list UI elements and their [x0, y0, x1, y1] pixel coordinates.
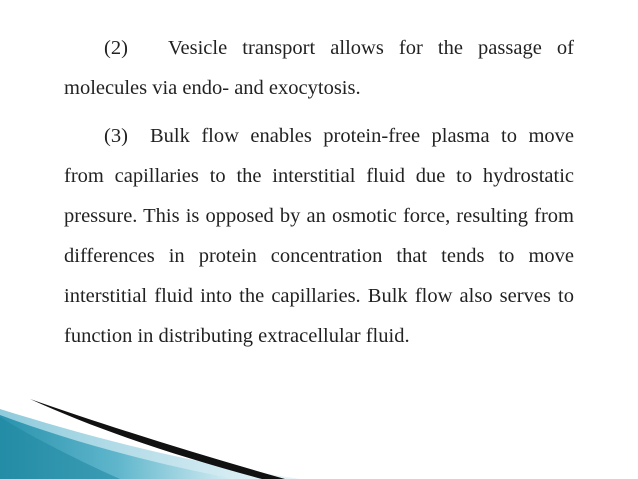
paragraph-3: [64, 116, 574, 356]
paragraph-number: (2): [104, 37, 128, 59]
paragraph-number: (3): [104, 125, 128, 147]
paragraph-text: Bulk flow enables protein-free plasma to move from capillaries to the interstitial fluid due to hydrostatic pressure. This is opposed by an osmotic force, resulting from differences in protein concentration that tends to move interstitial fluid into the capillaries. Bulk flow also serves to function in distributing extracellular fluid.: [64, 125, 574, 347]
paragraph-text: Vesicle transport allows for the passage of molecules via endo- and exocytosis.: [64, 37, 574, 99]
corner-swoosh-decoration: [0, 389, 638, 479]
paragraph-2: [64, 28, 574, 108]
